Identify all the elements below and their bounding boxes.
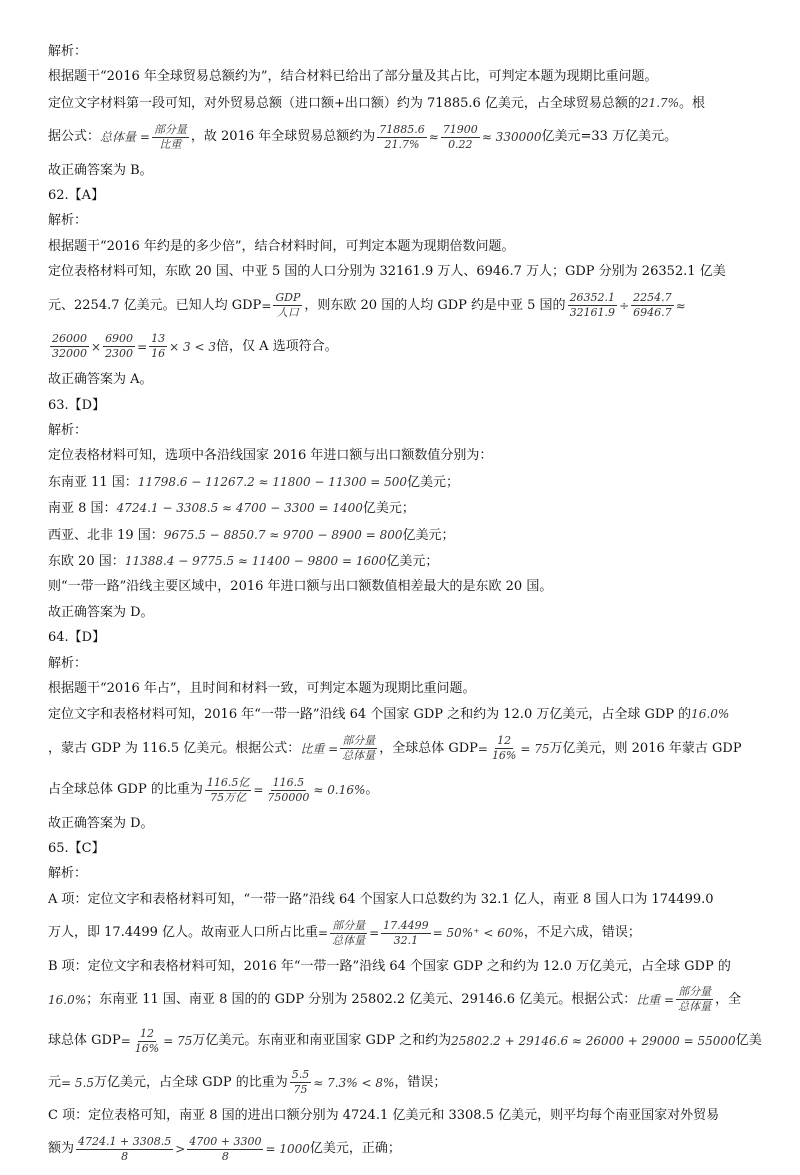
text-span: 解析：	[48, 866, 88, 882]
fraction-denominator: 比重	[159, 137, 182, 151]
math-expression: =	[137, 339, 148, 354]
math-expression: >	[175, 1142, 186, 1157]
text-span: ；东南亚 11 国、南亚 8 国的的 GDP 分别为 25802.2 亿美元、29146.6 亿美元。根据公式：	[86, 991, 637, 1007]
line-gap	[48, 388, 760, 397]
text-span: 亿美元；	[407, 474, 460, 490]
fraction-numerator: 12	[497, 734, 512, 748]
fraction-numerator: 26352.1	[569, 291, 616, 305]
fraction	[187, 1135, 263, 1164]
math-expression: = 5.5	[61, 1075, 94, 1090]
text-line	[48, 448, 760, 464]
text-line	[48, 372, 760, 388]
text-line	[48, 959, 760, 975]
line-gap	[48, 1165, 760, 1174]
fraction-denominator: 32000	[52, 347, 87, 361]
text-line	[48, 69, 760, 85]
text-line	[48, 290, 760, 322]
math-expression: =	[477, 741, 488, 756]
text-span: 亿美元；	[402, 527, 455, 543]
line-gap	[48, 1099, 760, 1108]
text-span: 占全球总体 GDP 的比重为	[48, 782, 203, 798]
fraction	[490, 734, 518, 763]
line-gap	[48, 85, 760, 94]
text-line	[48, 1067, 760, 1099]
text-line	[48, 656, 760, 672]
text-line	[48, 917, 760, 949]
text-line	[48, 44, 760, 60]
text-line	[48, 892, 760, 908]
math-expression: ÷	[619, 298, 630, 313]
fraction-numerator: 2254.7	[633, 291, 672, 305]
text-line	[48, 500, 760, 517]
text-span: 根据题干“2016 年全球贸易总额约为”，结合材料已给出了部分量及其占比，可判定本题为现期比重问题。	[48, 69, 658, 85]
fraction	[676, 985, 713, 1014]
text-line	[48, 866, 760, 882]
fraction-denominator: 0.22	[448, 137, 473, 151]
math-expression: ≈	[675, 298, 686, 313]
text-line	[48, 331, 760, 363]
line-gap	[48, 112, 760, 121]
math-expression: =	[261, 298, 272, 313]
text-span: 亿美元，正确；	[309, 1141, 401, 1157]
fraction-numerator: GDP	[275, 291, 301, 305]
text-span: 解析：	[48, 655, 88, 671]
line-gap	[48, 491, 760, 500]
text-line	[48, 163, 760, 179]
text-line	[48, 1133, 760, 1165]
fraction-numerator: 71900	[442, 122, 478, 136]
math-expression: =	[253, 783, 264, 798]
text-span: 万亿美元，则 2016 年蒙古 GDP	[549, 740, 742, 756]
text-span: 据公式：	[48, 129, 101, 145]
text-span: 定位表格材料可知，选项中各沿线国家 2016 年进口额与出口额数值分别为：	[48, 448, 493, 464]
math-expression: =	[369, 926, 380, 941]
text-line	[48, 1025, 760, 1057]
text-line	[48, 239, 760, 255]
fraction-denominator: 16%	[134, 1041, 160, 1055]
line-gap	[48, 646, 760, 655]
text-span: 根据题干“2016 年约是的多少倍”，结合材料时间，可判定本题为现期倍数问题。	[48, 238, 515, 254]
text-line	[48, 398, 760, 414]
math-expression: = 1000	[265, 1142, 310, 1157]
text-span: ，错误；	[394, 1074, 447, 1090]
fraction	[50, 332, 89, 361]
text-line	[48, 841, 760, 857]
fraction-numerator: 116.5亿	[206, 775, 250, 789]
text-span: B 项：定位文字和表格材料可知，2016 年“一带一路”沿线 64 个国家 GDP 之和约为 12.0 万亿美元，占全球 GDP 的	[48, 958, 731, 974]
text-span: 东南亚 11 国：	[48, 474, 138, 490]
fraction	[273, 291, 302, 320]
fraction	[290, 1068, 312, 1097]
line-gap	[48, 414, 760, 423]
text-line	[48, 706, 760, 723]
line-gap	[48, 832, 760, 841]
text-span: 万亿美元。东南亚和南亚国家 GDP 之和约为	[192, 1033, 452, 1049]
text-line	[48, 474, 760, 491]
fraction-numerator: 部分量	[342, 734, 376, 748]
text-span: 65.【C】	[48, 840, 105, 856]
fraction	[76, 1135, 173, 1164]
line-gap	[48, 322, 760, 331]
fraction-denominator: 32161.9	[569, 306, 616, 320]
fraction	[568, 291, 618, 320]
line-gap	[48, 204, 760, 213]
text-line	[48, 121, 760, 153]
text-span: 元、2254.7 亿美元。已知人均 GDP	[48, 297, 262, 313]
fraction-denominator: 16%	[491, 749, 517, 763]
text-span: 解析：	[48, 44, 88, 59]
text-span: 。根	[679, 95, 706, 111]
fraction-numerator: 13	[151, 332, 166, 346]
fraction-numerator: 部分量	[678, 985, 712, 999]
math-expression: ×	[91, 339, 102, 354]
line-gap	[48, 908, 760, 917]
fraction-numerator: 116.5	[272, 775, 305, 789]
fraction-denominator: 6946.7	[633, 306, 672, 320]
text-span: C 项：定位表格可知，南亚 8 国的进出口额分别为 4724.1 亿美元和 3308.5 亿美元，则平均每个南亚国家对外贸易	[48, 1108, 720, 1124]
fraction-numerator: 4724.1 + 3308.5	[78, 1134, 172, 1148]
fraction-denominator: 8	[121, 1149, 129, 1163]
fraction	[340, 734, 377, 763]
fraction	[103, 332, 135, 361]
math-expression: 4724.1 − 3308.5 ≈ 4700 − 3300 = 1400	[116, 501, 363, 516]
text-span: 南亚 8 国：	[48, 501, 117, 517]
line-gap	[48, 806, 760, 815]
text-line	[48, 1108, 760, 1124]
fraction-denominator: 16	[151, 347, 166, 361]
math-expression: × 3 < 3	[169, 339, 216, 354]
fraction-numerator: 26000	[52, 332, 87, 346]
text-span: 故正确答案为 D。	[48, 815, 154, 831]
text-line	[48, 553, 760, 570]
math-expression: 11388.4 − 9775.5 ≈ 11400 − 9800 = 1600	[124, 554, 387, 569]
line-gap	[48, 60, 760, 69]
math-expression: 25802.2 + 29146.6 ≈ 26000 + 29000 = 55000	[451, 1034, 736, 1049]
line-gap	[48, 1016, 760, 1025]
text-span: 。	[365, 782, 379, 798]
fraction	[441, 123, 480, 152]
math-expression: =	[318, 926, 329, 941]
text-span: 亿美元；	[362, 501, 415, 517]
line-gap	[48, 255, 760, 264]
fraction	[205, 776, 252, 805]
fraction	[152, 123, 189, 152]
line-gap	[48, 672, 760, 681]
fraction-numerator: 71885.6	[379, 122, 425, 136]
text-span: 定位文字材料第一段可知，对外贸易总额（进口额+出口额）约为 71885.6 亿美元，占全球贸易总额的	[48, 95, 641, 111]
fraction-denominator: 8	[221, 1149, 229, 1163]
line-gap	[48, 229, 760, 238]
math-expression: 比重 =	[300, 741, 339, 756]
fraction-denominator: 2300	[105, 347, 134, 361]
text-line	[48, 984, 760, 1016]
text-span: 故正确答案为 D。	[48, 604, 154, 620]
fraction-numerator: 12	[139, 1026, 154, 1040]
line-gap	[48, 517, 760, 526]
line-gap	[48, 153, 760, 162]
text-line	[48, 605, 760, 621]
text-span: 故正确答案为 A。	[48, 372, 153, 388]
text-span: 球总体 GDP	[48, 1033, 121, 1049]
math-expression: 16.0%	[48, 992, 87, 1007]
text-line	[48, 733, 760, 765]
text-span: 62.【A】	[48, 187, 105, 203]
line-gap	[48, 464, 760, 473]
math-expression: =	[120, 1034, 131, 1049]
fraction-denominator: 21.7%	[384, 137, 420, 151]
line-gap	[48, 723, 760, 732]
line-gap	[48, 595, 760, 604]
text-line	[48, 527, 760, 544]
text-line	[48, 774, 760, 806]
text-span: 东欧 20 国：	[48, 554, 125, 570]
fraction-numerator: 6900	[105, 332, 134, 346]
line-gap	[48, 882, 760, 891]
fraction-denominator: 75	[293, 1083, 308, 1097]
fraction-denominator: 总体量	[332, 933, 366, 947]
fraction	[149, 332, 167, 361]
text-span: ，不足六成，错误；	[523, 925, 641, 941]
math-expression: 16.0%	[691, 707, 730, 722]
fraction	[631, 291, 674, 320]
text-line	[48, 681, 760, 697]
math-expression: = 50%⁺ < 60%	[432, 926, 524, 941]
text-line	[48, 95, 760, 112]
fraction-numerator: 5.5	[291, 1068, 310, 1082]
text-span: 解析：	[48, 213, 88, 229]
text-span: 万亿美元，占全球 GDP 的比重为	[93, 1074, 288, 1090]
math-expression: ≈ 330000	[481, 130, 542, 145]
line-gap	[48, 975, 760, 984]
fraction	[133, 1027, 161, 1056]
line-gap	[48, 621, 760, 630]
text-span: 64.【D】	[48, 630, 106, 646]
math-expression: 总体量 =	[100, 130, 150, 145]
math-expression: 11798.6 − 11267.2 ≈ 11800 − 11300 = 500	[137, 474, 408, 489]
text-span: ，故 2016 年全球贸易总额约为	[190, 129, 376, 145]
text-span: 西亚、北非 19 国：	[48, 527, 164, 543]
math-expression: 比重 =	[636, 992, 675, 1007]
text-span: 万人，即 17.4499 亿人。故南亚人口所占比重	[48, 925, 319, 941]
math-expression: ≈	[428, 130, 439, 145]
text-span: ，全球总体 GDP	[379, 740, 478, 756]
line-gap	[48, 570, 760, 579]
text-span: 定位文字和表格材料可知，2016 年“一带一路”沿线 64 个国家 GDP 之和约为 12.0 万亿美元，占全球 GDP 的	[48, 707, 692, 723]
text-line	[48, 579, 760, 595]
math-expression: 9675.5 − 8850.7 ≈ 9700 − 8900 = 800	[163, 527, 403, 542]
text-span: 亿美元=33 万亿美元。	[541, 129, 678, 145]
text-span: 解析：	[48, 423, 88, 439]
text-line	[48, 188, 760, 204]
math-expression: = 75	[520, 741, 550, 756]
line-gap	[48, 544, 760, 553]
fraction-denominator: 750000	[267, 790, 310, 804]
line-gap	[48, 179, 760, 188]
line-gap	[48, 765, 760, 774]
solution-page	[48, 44, 760, 1175]
fraction-numerator: 4700 + 3300	[189, 1134, 262, 1148]
text-span: 根据题干“2016 年占”，且时间和材料一致，可判定本题为现期比重问题。	[48, 680, 476, 696]
text-line	[48, 423, 760, 439]
fraction	[265, 776, 311, 805]
fraction-numerator: 17.4499	[383, 918, 429, 932]
math-expression: ≈ 0.16%	[313, 783, 366, 798]
fraction-numerator: 部分量	[332, 918, 366, 932]
text-span: 则“一带一路”沿线主要区域中，2016 年进口额与出口额数值相差最大的是东欧 20 国。	[48, 579, 553, 595]
line-gap	[48, 1057, 760, 1066]
fraction-denominator: 75万亿	[210, 790, 247, 804]
line-gap	[48, 363, 760, 372]
text-span: 亿美	[735, 1033, 762, 1049]
text-span: ，蒙古 GDP 为 116.5 亿美元。根据公式：	[48, 740, 301, 756]
line-gap	[48, 280, 760, 289]
text-line	[48, 213, 760, 229]
fraction-denominator: 人口	[276, 306, 299, 320]
text-span: ，全	[715, 991, 742, 1007]
fraction	[330, 919, 367, 948]
text-line	[48, 816, 760, 832]
text-span: 额为	[48, 1141, 75, 1157]
line-gap	[48, 1124, 760, 1133]
line-gap	[48, 949, 760, 958]
text-span: 故正确答案为 B。	[48, 162, 153, 178]
fraction-denominator: 32.1	[393, 933, 419, 947]
text-line	[48, 630, 760, 646]
text-span: ，则东欧 20 国的人均 GDP 约是中亚 5 国的	[304, 297, 566, 313]
text-span: 倍，仅 A 选项符合。	[215, 338, 338, 354]
text-span: 定位表格材料可知，东欧 20 国、中亚 5 国的人口分别为 32161.9 万人、6946.7 万人；GDP 分别为 26352.1 亿美	[48, 264, 726, 280]
text-span: 亿美元；	[386, 554, 439, 570]
text-span: 63.【D】	[48, 397, 106, 413]
text-span: A 项：定位文字和表格材料可知，“一带一路”沿线 64 个国家人口总数约为 32.1 亿人，南亚 8 国人口为 174499.0	[48, 891, 714, 907]
fraction-denominator: 总体量	[342, 749, 376, 763]
math-expression: = 75	[163, 1034, 193, 1049]
text-line	[48, 264, 760, 280]
line-gap	[48, 697, 760, 706]
fraction	[377, 123, 427, 152]
fraction-numerator: 部分量	[153, 122, 187, 136]
math-expression: ≈ 7.3% < 8%	[313, 1075, 395, 1090]
fraction-denominator: 总体量	[678, 1000, 712, 1014]
fraction	[381, 919, 431, 948]
text-span: 元	[48, 1074, 62, 1090]
math-expression: 21.7%	[640, 95, 680, 110]
line-gap	[48, 857, 760, 866]
